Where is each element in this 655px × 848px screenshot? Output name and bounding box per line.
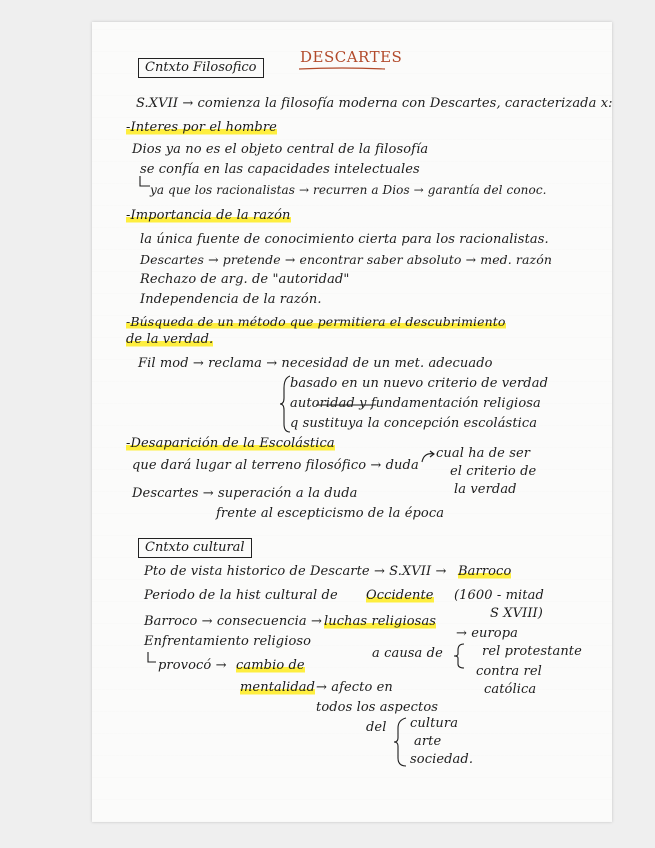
branch-arrow xyxy=(138,174,152,192)
text-line: Dios ya no es el objeto central de la filosofía xyxy=(132,142,429,157)
text-line: → europa xyxy=(456,626,519,641)
text-line: Fil mod → reclama → necesidad de un met. adecuado xyxy=(138,356,493,371)
heading-interes-hombre: -Interes por el hombre xyxy=(126,120,277,135)
highlight-barroco: Barroco xyxy=(458,564,512,579)
text-line: arte xyxy=(414,734,442,749)
highlight-mentalidad: mentalidad xyxy=(240,680,316,695)
text-line: rel protestante xyxy=(482,644,582,659)
page-title: DESCARTES xyxy=(300,48,403,66)
branch-arrow xyxy=(146,652,158,666)
highlight-cambio-de: cambio de xyxy=(236,658,305,673)
text-line: a causa de xyxy=(372,646,443,661)
heading-desaparicion-escolastica: -Desaparición de la Escolástica xyxy=(126,436,335,451)
section-box-cultural: Cntxto cultural xyxy=(138,538,252,558)
text-line: la verdad xyxy=(454,482,517,497)
text-line: Rechazo de arg. de "autoridad" xyxy=(140,272,350,287)
section-box-filosofico: Cntxto Filosofico xyxy=(138,58,264,78)
text-line: la única fuente de conocimiento cierta para los racionalistas. xyxy=(140,232,549,247)
intro-line: S.XVII → comienza la filosofía moderna con Descartes, caracterizada x: xyxy=(136,96,613,111)
text-line: sociedad. xyxy=(410,752,474,767)
arrow-icon xyxy=(420,450,438,464)
heading-busqueda-metodo: -Búsqueda de un método que permitiera el descubrimiento xyxy=(126,314,506,329)
text-line: católica xyxy=(484,682,537,697)
text-line: → afecto en xyxy=(316,680,393,695)
text-line: frente al escepticismo de la época xyxy=(216,506,445,521)
brace-icon xyxy=(280,374,292,434)
text-line: basado en un nuevo criterio de verdad xyxy=(290,376,548,391)
text-line: todos los aspectos xyxy=(316,700,439,715)
text-line: S XVIII) xyxy=(490,606,543,621)
brace-icon xyxy=(454,642,466,670)
highlight-luchas-religiosas: luchas religiosas xyxy=(324,614,437,629)
text-line: Descartes → superación a la duda xyxy=(132,486,358,501)
text-line: q sustituya la concepción escolástica xyxy=(290,416,538,431)
text-line: Independencia de la razón. xyxy=(140,292,322,307)
notebook-page xyxy=(92,22,612,822)
text-line: (1600 - mitad xyxy=(454,588,544,603)
text-line: cultura xyxy=(410,716,459,731)
text-line: Barroco → consecuencia → xyxy=(144,614,323,629)
text-line: Descartes → pretende → encontrar saber absoluto → med. razón xyxy=(140,252,553,267)
text-line: contra rel xyxy=(476,664,542,679)
text-line: se confía en las capacidades intelectuales xyxy=(140,162,420,177)
brace-icon xyxy=(394,714,408,770)
title-underline xyxy=(297,66,387,72)
highlight-occidente: Occidente xyxy=(366,588,434,603)
heading-busqueda-metodo-2: de la verdad. xyxy=(126,332,214,347)
text-line: del xyxy=(366,720,387,735)
strike-mark xyxy=(316,402,386,408)
text-line: ya que los racionalistas → recurren a Dios → garantía del conoc. xyxy=(150,183,547,197)
text-line: Enfrentamiento religioso xyxy=(144,634,312,649)
text-line: autoridad y fundamentación religiosa xyxy=(290,396,541,411)
text-line: que dará lugar al terreno filosófico → duda xyxy=(132,458,419,473)
text-line: Periodo de la hist cultural de xyxy=(144,588,338,603)
text-line: cual ha de ser xyxy=(436,446,531,461)
text-line: Pto de vista historico de Descarte → S.XVII → xyxy=(144,564,447,579)
text-line: provocó → xyxy=(158,658,227,673)
heading-importancia-razon: -Importancia de la razón xyxy=(126,208,291,223)
text-line: el criterio de xyxy=(450,464,537,479)
